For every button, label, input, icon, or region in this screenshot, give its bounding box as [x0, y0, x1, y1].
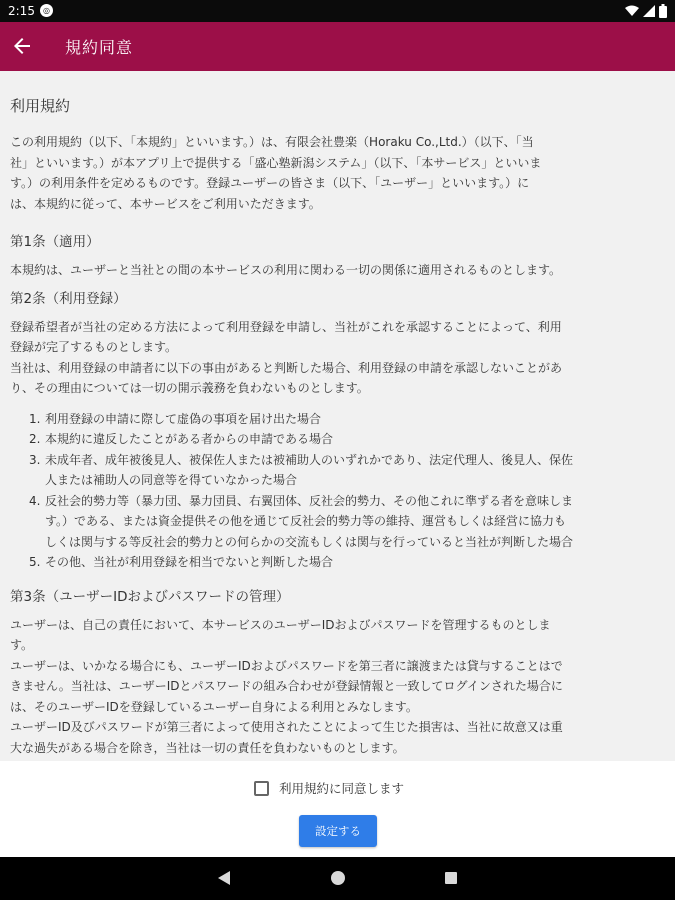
text-line: は、本規約に従って、本サービスをご利用いただきます。: [10, 196, 321, 211]
text-line: す。）である、または資金提供その他を通じて反社会的勢力等の維持、運営もしくは経営に協力も: [45, 514, 567, 528]
agree-checkbox[interactable]: [254, 781, 269, 796]
wifi-icon: [625, 5, 639, 17]
text-line: きません。当社は、ユーザーIDとパスワードの組み合わせが登録情報と一致してログインされた場合に: [10, 679, 563, 693]
agree-checkbox-row[interactable]: [254, 779, 404, 797]
article-3-body: [10, 615, 665, 759]
list-item: [10, 409, 665, 430]
list-item: [10, 491, 665, 553]
terms-intro: [10, 132, 665, 214]
system-nav-bar: [0, 857, 675, 900]
notification-icon: ◎: [40, 4, 53, 17]
list-number: 4.: [29, 493, 41, 508]
registration-conditions-list: [10, 409, 665, 573]
back-arrow-icon[interactable]: [10, 34, 34, 58]
agreement-footer: [0, 761, 675, 857]
submit-button[interactable]: 設定する: [299, 815, 377, 847]
text-line: しくは関与する等反社会的勢力との何らかの交流もしくは関与を行っていると当社が判断した場合: [45, 534, 574, 549]
text-line: この利用規約（以下、「本規約」といいます。）は、有限会社豊楽（Horaku Co.,Ltd.）（以下、「当: [10, 135, 534, 149]
terms-content[interactable]: [0, 71, 675, 761]
text-line: ユーザーは、自己の責任において、本サービスのユーザーIDおよびパスワードを管理するものとしま: [10, 617, 551, 632]
text-line: 本規約は、ユーザーと当社との間の本サービスの利用に関わる一切の関係に適用されるものとします。: [10, 263, 562, 277]
list-number: 5.: [29, 555, 41, 569]
status-bar: [0, 0, 675, 22]
text-line: 人または補助人の同意等を得ていなかった場合: [45, 473, 298, 487]
text-line: 社」といいます。）が本アプリ上で提供する「盛心塾新潟システム」（以下、「本サービス」といいま: [10, 155, 542, 170]
text-line: 当社は、利用登録の申請者に以下の事由があると判断した場合、利用登録の申請を承認しないことがあ: [10, 360, 563, 375]
nav-back-icon[interactable]: [218, 871, 230, 885]
text-line: り、その理由については一切の開示義務を負わないものとします。: [10, 381, 369, 395]
text-line: は、そのユーザーIDを登録しているユーザー自身による利用とみなします。: [10, 699, 418, 714]
text-line: 反社会的勢力等（暴力団、暴力団員、右翼団体、反社会的勢力、その他これに準ずる者を意味しま: [45, 493, 574, 508]
article-1-heading: 第1条（適用）: [10, 234, 100, 250]
article-2-heading: 第2条（利用登録）: [10, 290, 127, 307]
list-item: [10, 450, 665, 491]
text-line: ユーザーは、いかなる場合にも、ユーザーIDおよびパスワードを第三者に譲渡または貸与することはで: [10, 658, 563, 673]
text-line: 登録が完了するものとします。: [10, 340, 178, 354]
article-2-body: [10, 317, 665, 399]
text-line: 大な過失がある場合を除き，当社は一切の責任を負わないものとします。: [10, 740, 405, 755]
list-number: 1.: [29, 411, 41, 426]
text-line: す。: [10, 638, 34, 652]
list-number: 3.: [29, 452, 41, 467]
text-line: その他、当社が利用登録を相当でないと判断した場合: [45, 555, 334, 569]
terms-title: 利用規約: [10, 97, 71, 115]
article-1-body: [10, 260, 665, 281]
article-3-heading: 第3条（ユーザーIDおよびパスワードの管理）: [10, 588, 290, 605]
list-item: [10, 429, 665, 450]
text-line: 登録希望者が当社の定める方法によって利用登録を申請し、当社がこれを承認することによって、利用: [10, 319, 562, 334]
nav-recents-icon[interactable]: [445, 872, 457, 884]
text-line: 利用登録の申請に際して虚偽の事項を届け出た場合: [45, 411, 322, 426]
text-line: ユーザーID及びパスワードが第三者によって使用されたことによって生じた損害は、当社に故意又は重: [10, 720, 563, 734]
text-line: 未成年者、成年被後見人、被保佐人または被補助人のいずれかであり、法定代理人、後見人、保佐: [45, 452, 574, 467]
list-item: [10, 552, 665, 573]
text-line: す。）の利用条件を定めるものです。登録ユーザーの皆さま（以下、「ユーザー」といいます。）に: [10, 176, 530, 190]
app-bar: [0, 22, 675, 71]
cellular-icon: [643, 5, 655, 17]
page-title: 規約同意: [65, 38, 134, 57]
agree-label[interactable]: 利用規約に同意します: [279, 781, 405, 796]
status-icons: [625, 3, 667, 19]
nav-home-icon[interactable]: [331, 871, 345, 885]
status-time: 2:15: [8, 4, 35, 18]
list-number: 2.: [29, 432, 41, 446]
battery-icon: [659, 4, 667, 18]
text-line: 本規約に違反したことがある者からの申請である場合: [45, 432, 334, 446]
